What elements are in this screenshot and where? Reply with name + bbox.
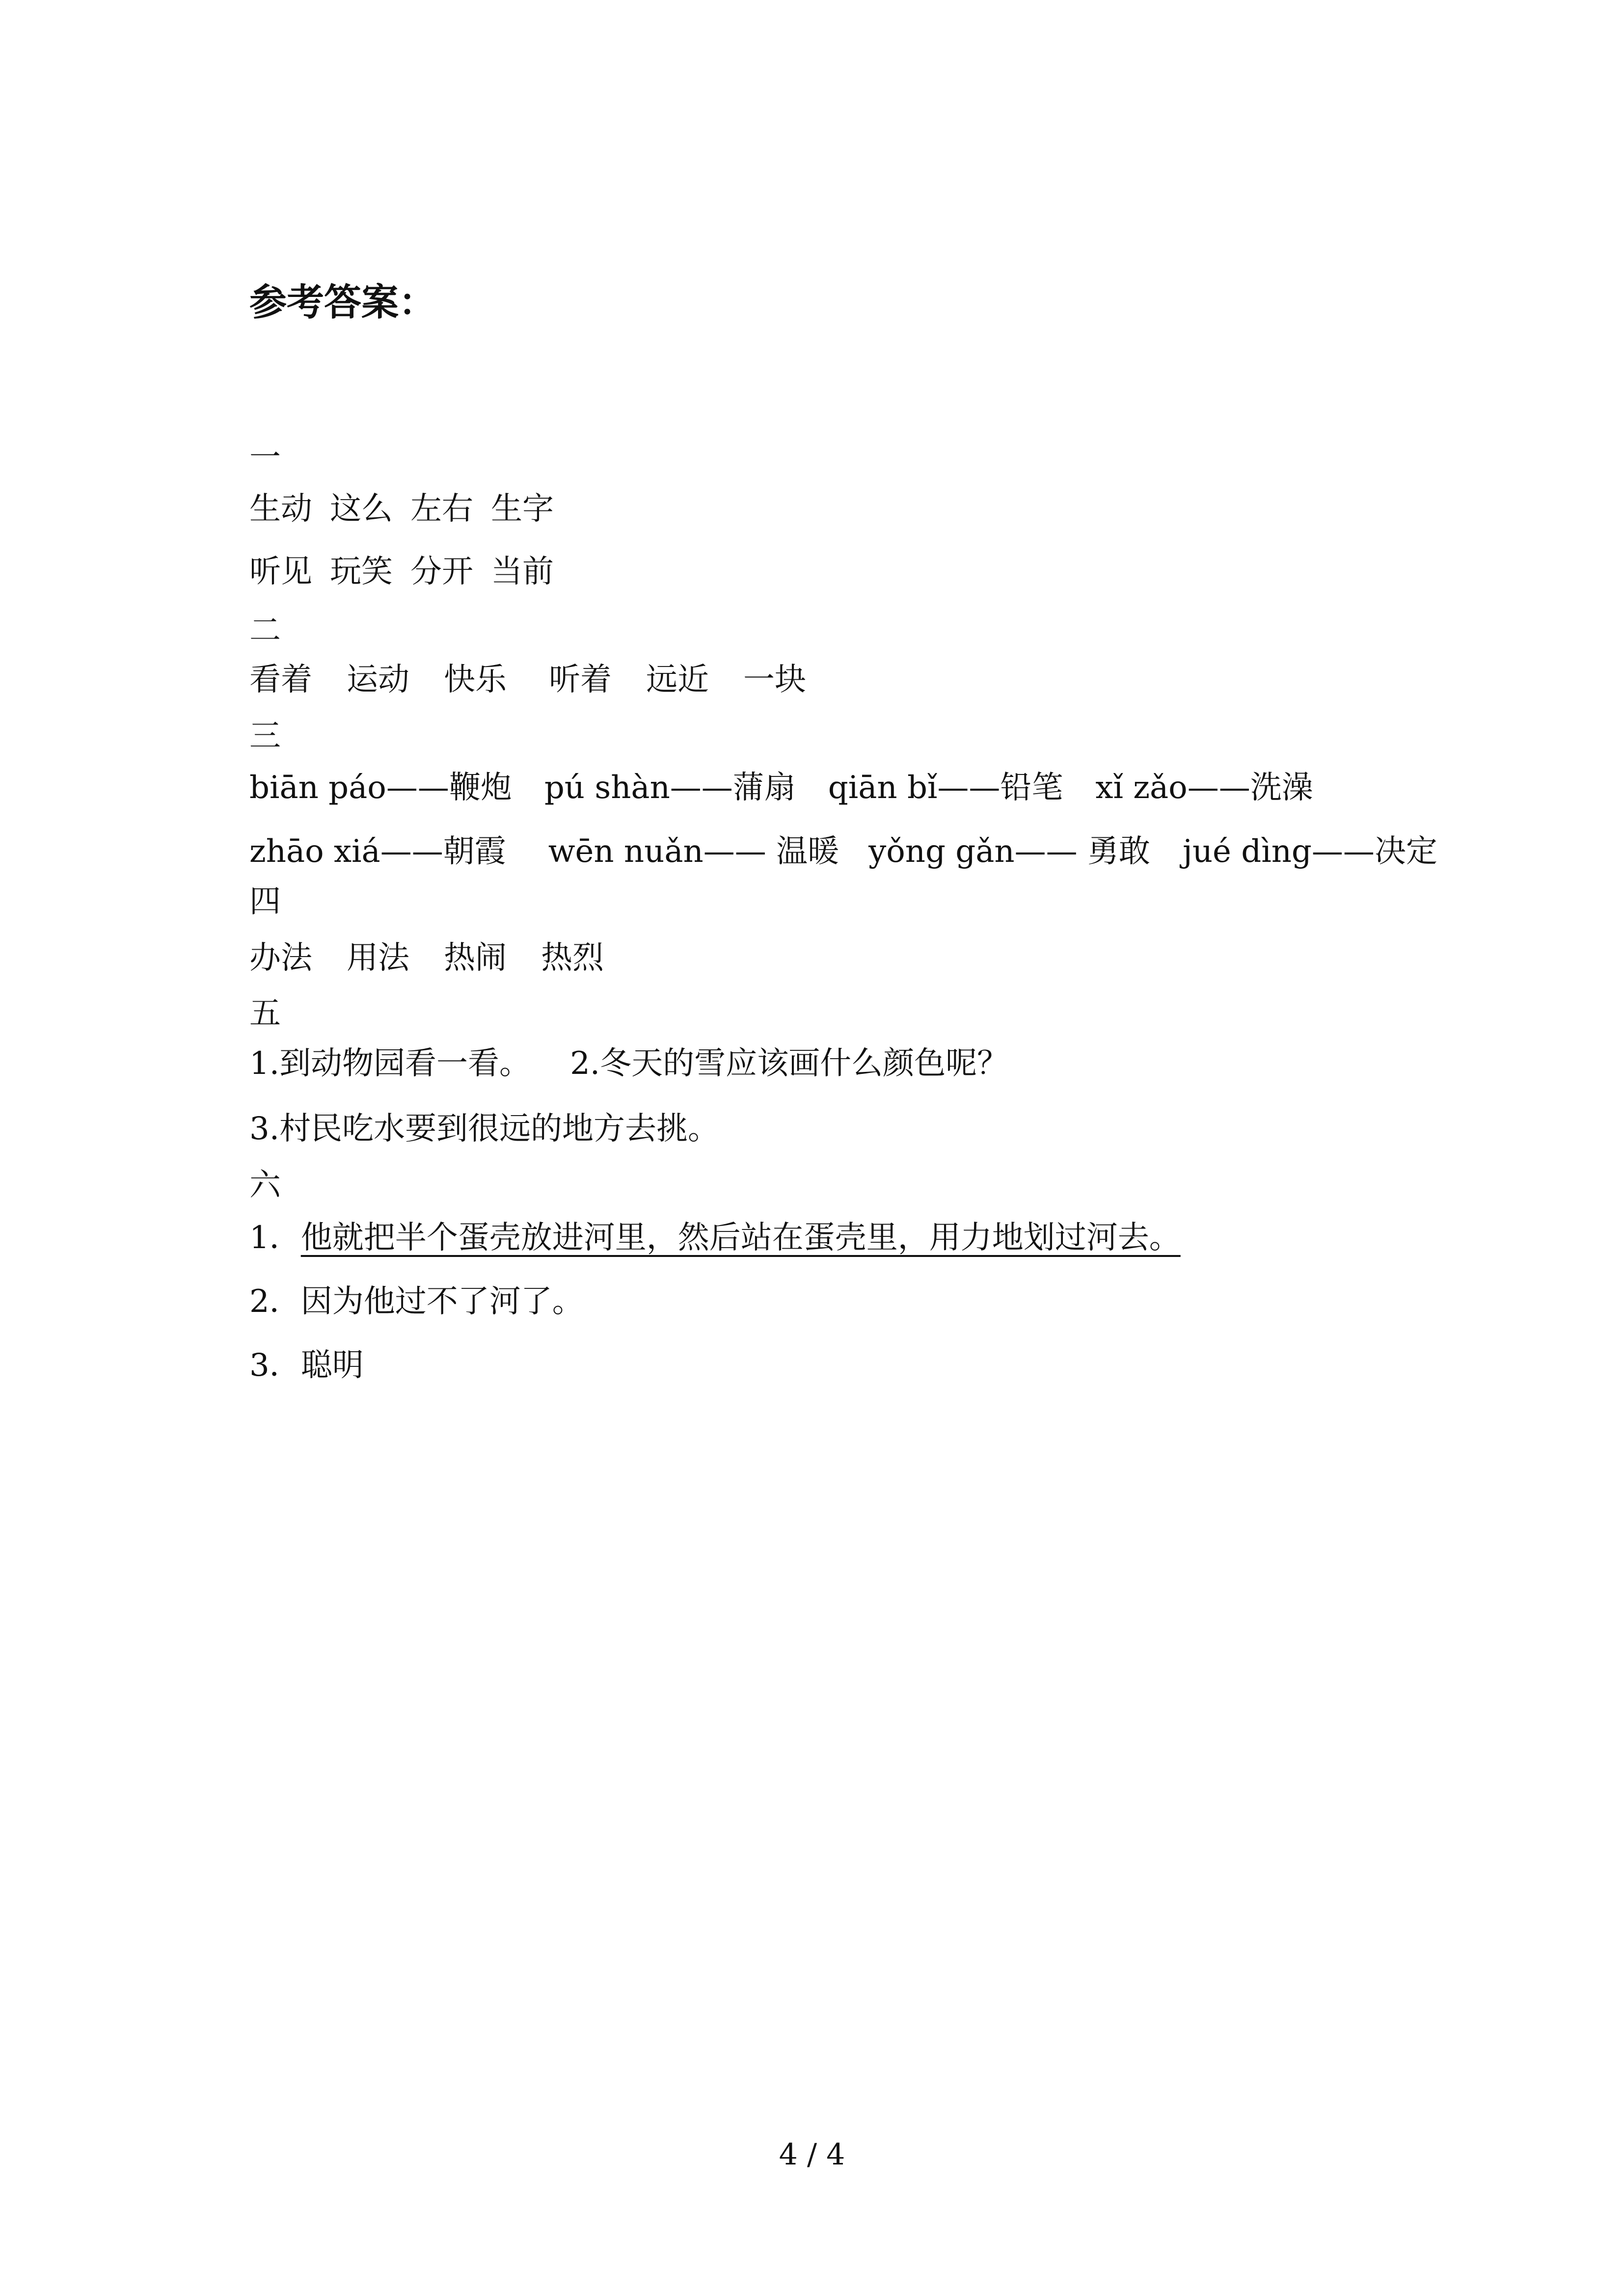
answer-word: 分开 xyxy=(410,554,473,590)
section-6-item-2 xyxy=(249,1283,584,1320)
answer-sentence: 因为他过不了河了。 xyxy=(300,1283,584,1320)
answer-word: 办法 xyxy=(249,940,312,976)
pinyin-answer: xǐ zǎo——洗澡 xyxy=(1095,770,1313,806)
page-number: 4 / 4 xyxy=(779,2137,845,2172)
underlined-answer: 他就把半个蛋壳放进河里，然后站在蛋壳里，用力地划过河去。 xyxy=(300,1220,1181,1256)
answer-word: 这么 xyxy=(330,491,393,527)
pinyin-answer: qiān bǐ——铅笔 xyxy=(828,770,1063,806)
item-number: 2． xyxy=(249,1283,301,1320)
answer-word: 远近 xyxy=(646,662,709,698)
answer-word: 热闹 xyxy=(444,940,507,976)
answer-word: 听着 xyxy=(549,662,612,698)
section-6-item-3 xyxy=(249,1347,364,1384)
answer-word: 生字 xyxy=(491,491,554,527)
answer-sentence: 3.村民吃水要到很远的地方去挑。 xyxy=(249,1111,720,1147)
answer-word: 快乐 xyxy=(444,662,507,698)
section-2-row-1 xyxy=(249,662,806,698)
item-number: 1． xyxy=(249,1220,301,1256)
answer-word: 听见 xyxy=(249,554,312,590)
pinyin-answer: jué dìng——决定 xyxy=(1182,833,1437,870)
pinyin-answer: biān páo——鞭炮 xyxy=(249,770,512,806)
page-title: 参考答案： xyxy=(249,280,436,324)
section-3-row-2 xyxy=(249,833,1437,870)
answer-word: 生动 xyxy=(249,491,312,527)
answer-sentence: 聪明 xyxy=(300,1347,364,1384)
answer-word: 用法 xyxy=(347,940,409,976)
answer-word: 运动 xyxy=(347,662,409,698)
answer-word: 当前 xyxy=(491,554,554,590)
answer-word: 左右 xyxy=(410,491,473,527)
section-5-row-1 xyxy=(249,1045,1009,1082)
section-heading-4: 四 xyxy=(249,883,281,920)
answer-sentence: 1.到动物园看一看。 xyxy=(249,1045,531,1082)
section-heading-6: 六 xyxy=(249,1167,281,1203)
answer-word: 玩笑 xyxy=(330,554,393,590)
answer-word: 一块 xyxy=(743,662,806,698)
answer-word: 热烈 xyxy=(541,940,604,976)
section-3-row-1 xyxy=(249,770,1313,806)
answer-sentence: 2.冬天的雪应该画什么颜色呢？ xyxy=(570,1045,1009,1082)
section-heading-3: 三 xyxy=(249,718,281,754)
answer-word: 看着 xyxy=(249,662,312,698)
section-heading-5: 五 xyxy=(249,995,281,1032)
item-number: 3． xyxy=(249,1347,301,1384)
section-heading-1: 一 xyxy=(249,439,281,476)
section-6-item-1 xyxy=(249,1222,1181,1254)
pinyin-answer: yǒng gǎn—— 勇敢 xyxy=(868,833,1150,870)
pinyin-answer: pú shàn——蒲扇 xyxy=(544,770,796,806)
section-1-row-2 xyxy=(249,554,554,590)
pinyin-answer: zhāo xiá——朝霞 xyxy=(249,833,506,870)
section-1-row-1 xyxy=(249,493,554,525)
section-4-row-1 xyxy=(249,942,604,974)
pinyin-answer: wēn nuǎn—— 温暖 xyxy=(548,833,839,870)
section-heading-2: 二 xyxy=(249,613,281,649)
